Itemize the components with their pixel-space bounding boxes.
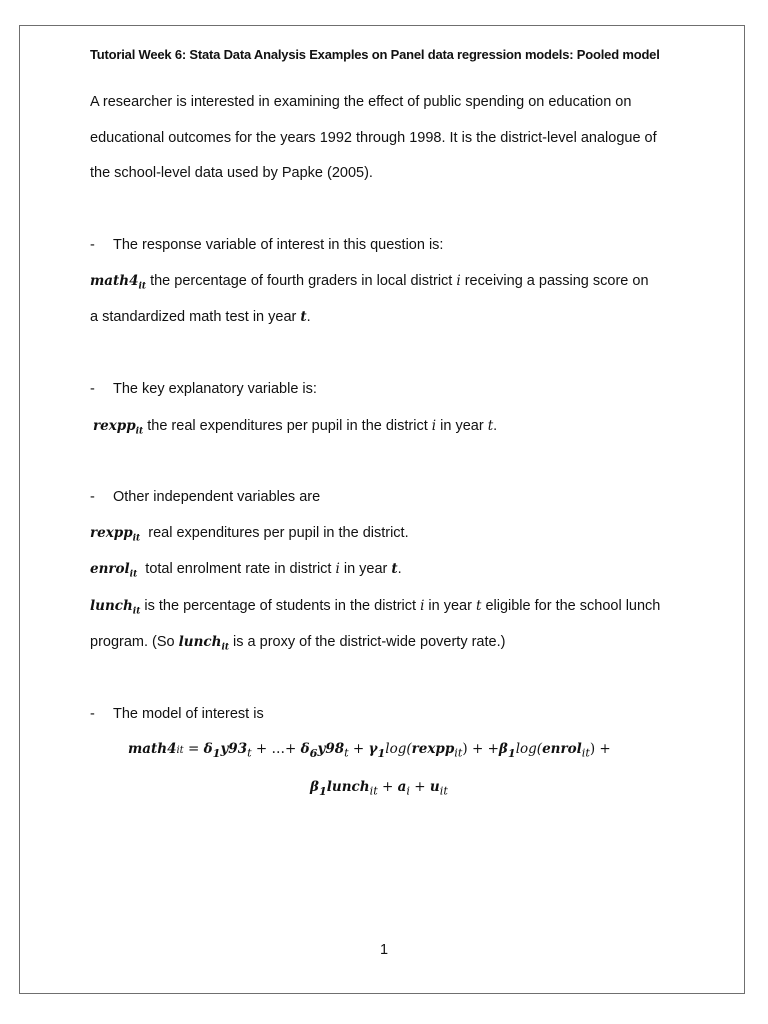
var-enrol: enrol$_{it}$ <box>90 561 138 580</box>
bullet-dash: - <box>90 489 95 505</box>
key-heading: - The key explanatory variable is: <box>90 381 317 397</box>
var-math4: $math4_{it}$ <box>90 273 147 292</box>
intro-line-2: educational outcomes for the years 1992 through 1998. It is the district-level analogue of <box>90 130 657 146</box>
others-heading: - Other independent variables are <box>90 489 321 505</box>
page-title: Tutorial Week 6: Stata Data Analysis Examples on Panel data regression models: Pooled model <box>90 47 660 62</box>
model-heading: - The model of interest is <box>90 706 264 722</box>
others-rexpp: rexpp$_{it}$ real expenditures per pupil in the district. <box>90 525 409 544</box>
var-lunch: lunch$_{it}$ <box>178 634 230 653</box>
var-rexpp: rexpp$_{it}$ <box>93 418 144 437</box>
others-lunch-line-2: program. (So lunch$_{it}$ is a proxy of the district-wide poverty rate.) <box>90 634 506 653</box>
intro-line-1: A researcher is interested in examining the effect of public spending on education on <box>90 94 632 110</box>
model-equation-line-1: math4it = $\delta_1y93_t$ + …+ $\delta_6y98_t + \gamma_1\log(rexpp_{it})$ + $+\beta_1\log(enrol_{it})$ + <box>128 741 611 760</box>
bullet-dash: - <box>90 706 95 722</box>
var-rexpp: rexpp$_{it}$ <box>90 525 141 544</box>
others-lunch-line-1: lunch$_{it}$ is the percentage of students in the district i in year t eligible for the school lunch <box>90 598 661 617</box>
others-enrol: enrol$_{it}$ total enrolment rate in district i in year t. <box>90 561 402 580</box>
bullet-dash: - <box>90 381 95 397</box>
intro-line-3: the school-level data used by Papke (2005). <box>90 165 373 181</box>
response-heading: - The response variable of interest in this question is: <box>90 237 444 253</box>
var-lunch: lunch$_{it}$ <box>90 598 141 617</box>
page-number: 1 <box>379 942 389 958</box>
response-definition-line-1: $math4_{it}$ the percentage of fourth graders in local district i receiving a passing score on <box>90 273 649 292</box>
bullet-dash: - <box>90 237 95 253</box>
model-equation-line-2: $\beta_1lunch_{it} + a_i + u_{it}$ <box>310 779 448 798</box>
response-definition-line-2: a standardized math test in year t. <box>90 309 311 325</box>
key-definition: rexpp$_{it}$ the real expenditures per pupil in the district i in year t. <box>93 418 498 437</box>
